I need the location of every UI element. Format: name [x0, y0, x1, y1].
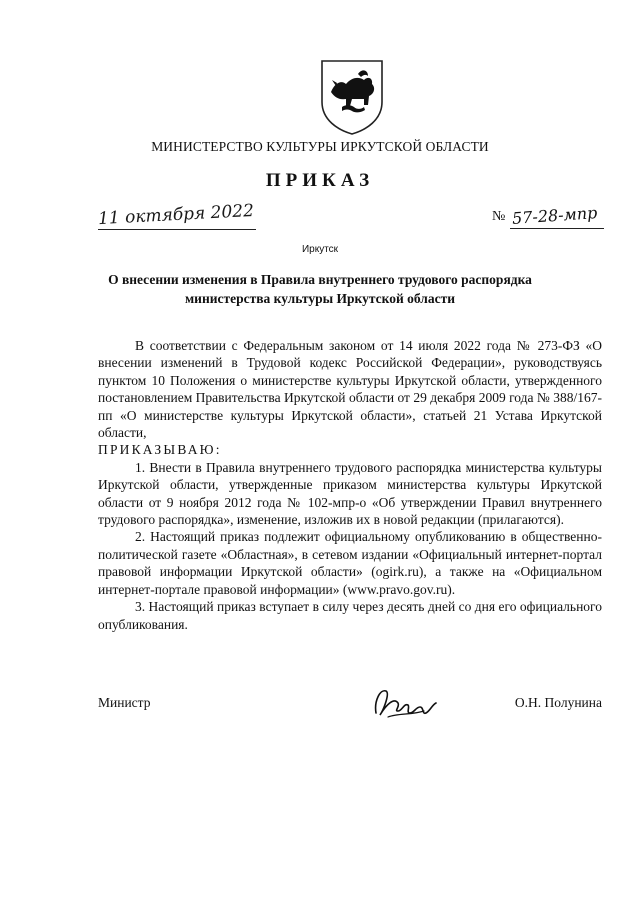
order-item: 1. Внести в Правила внутреннего трудового распорядка министерства культуры Иркутской области, утвержденные приказом министерства культуры Иркутской области от 9 ноября 2012 года № 102-мпр-о «Об утверждении Правил внутреннего трудового распорядка», изменение, изложив их в новой редакции (прилагаются). — [98, 459, 602, 528]
order-item: 2. Настоящий приказ подлежит официальному опубликованию в общественно-политической газете «Областная», в сетевом издании «Официальный интернет-портал правовой информации Иркутской области» (ogirk.ru), а также на «Официальном интернет-портале правовой информации» (www.pravo.gov.ru). — [98, 529, 602, 597]
order-word: ПРИКАЗЫВАЮ: — [98, 442, 222, 458]
ministry-name: МИНИСТЕРСТВО КУЛЬТУРЫ ИРКУТСКОЙ ОБЛАСТИ — [151, 139, 489, 154]
coat-of-arms-icon — [318, 58, 386, 136]
document-date: 11 октября 2022 — [97, 200, 255, 230]
preamble-paragraph: В соответствии с Федеральным законом от 14 июля 2022 года № 273-ФЗ «О внесении изменений в Трудовой кодекс Российской Федерации», руководствуясь пунктом 10 Положения о министерстве культуры Иркутской области, утвержденного постановлением Правительства Иркутской области от 29 декабря 2009 года № 388/167-пп «О министерстве культуры Иркутской области», статьей 21 Устава Иркутской области, — [98, 338, 602, 441]
document-type: ПРИКАЗ — [265, 170, 375, 191]
document-body — [98, 337, 602, 633]
city-name: Иркутск — [301, 244, 339, 255]
signature-icon — [368, 683, 440, 723]
signer-name: О.Н. Полунина — [514, 695, 602, 710]
number-value: 57-28-мпр — [511, 203, 598, 228]
number-sign: № — [492, 209, 506, 224]
document-title — [60, 270, 580, 308]
number-underline — [510, 228, 604, 229]
order-item: 3. Настоящий приказ вступает в силу через десять дней со дня его официального опубликования. — [98, 599, 602, 632]
title-line: министерства культуры Иркутской области — [184, 291, 456, 306]
date-underline — [98, 229, 256, 230]
title-line: О внесении изменения в Правила внутреннего трудового распорядка — [108, 272, 532, 287]
signer-position: Министр — [98, 695, 151, 710]
